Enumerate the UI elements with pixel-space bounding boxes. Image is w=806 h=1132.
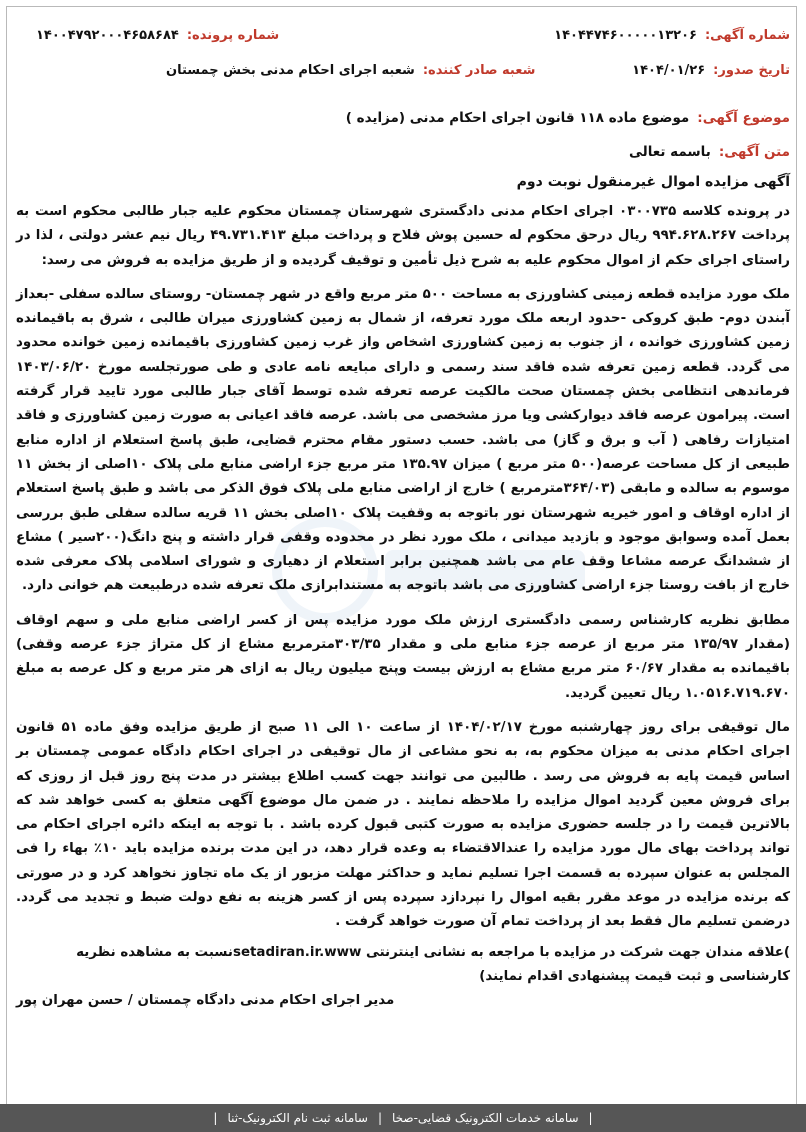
footer-bar: [0, 1104, 806, 1132]
meta-row-2: [16, 63, 790, 98]
closing-website-note: )علاقه مندان جهت شرکت در مزایده با مراجعه به نشانی اینترنتی setadiran.ir.wwwنسبت به مشاهده نظریه کارشناسی و ثبت قیمت پیشنهادی اقدام نمایند): [76, 944, 790, 984]
footer-separator: |: [213, 1111, 218, 1125]
paragraph-property: ملک مورد مزایده قطعه زمینی کشاورزی به مساحت ۵۰۰ متر مربع واقع در شهر چمستان- روستای سالده سفلی -بعداز آبندن دوم- طبق کروکی -حدود اربعه ملک مورد تعرفه، از شمال به زمین کشاورزی میران طالبی ، شرق به باقیمانده زمین کشاورزی خوانده ، از جنوب به زمین کشاورزی اشخاص واز غرب زمین کشاورزی باقیمانده زمین خوانده محدود می گردد. قطعه زمین تعرفه شده فاقد سند رسمی و دارای مبایعه نامه عادی و طی صورتجلسه مورخ ۱۴۰۳/۰۶/۲۰ فرماندهی انتظامی بخش چمستان صحت مالکیت عرصه تعرفه شده توسط آقای جبار طالبی مورد تایید قرار گرفته است. پیرامون عرصه فاقد دیوارکشی ویا مرز مشخصی می باشد. عرصه فاقد اعیانی به صورت زمین کشاورزی و فاقد امتیازات رفاهی ( آب و برق و گاز) می باشد. حسب دستور مقام محترم قضایی، طبق پاسخ استعلام از اداره منابع طبیعی از کل مساحت عرصه(۵۰۰ متر مربع ) میزان ۱۳۵.۹۷ متر مربع جزء اراضی منابع ملی پلاک ۱۰اصلی از بخش ۱۱ موسوم به سالده و مابقی (۳۶۴/۰۳مترمربع ) خارج از اراضی منابع ملی پلاک فوق الذکر می باشد و طبق پاسخ استعلام از اداره اوقاف و امور خیریه شهرستان نور باتوجه به وقفیت پلاک ۱۰اصلی بخش ۱۱ قریه سالده سفلی طبق بررسی بعمل آمده وسوابق موجود و بازدید میدانی ، ملک مورد نظر در محدوده وقفی قرار داشته و پنج دانگ(۲۰۰سیر ) مشاع از ششدانگ عرصه مشاعا وقف عام می باشد همچنین برابر استعلام از دهیاری و شورای اسلامی پلاک معرفی شده خارج از بافت روستا جزء اراضی کشاورزی می باشد باتوجه به مستندابرازی ملک تعرفه شده درطبیعت هم خوانی دارد.: [16, 286, 790, 594]
closing: [16, 941, 790, 1013]
notice-headline: آگهی مزایده اموال غیرمنقول نوبت دوم: [516, 174, 790, 190]
notice-text-value: باسمه تعالی: [628, 144, 711, 160]
subject-value: موضوع ماده ۱۱۸ قانون اجرای احکام مدنی (مزایده ): [345, 110, 690, 126]
case-number-value: ۱۴۰۰۴۷۹۲۰۰۰۴۶۵۸۶۸۴: [36, 28, 179, 43]
case-number: [36, 28, 279, 43]
footer-separator: |: [588, 1111, 593, 1125]
footer-link-sana[interactable]: سامانه ثبت نام الکترونیک-ثنا: [227, 1111, 368, 1125]
paragraph-case: در پرونده کلاسه ۰۳۰۰۷۳۵ اجرای احکام مدنی دادگستری شهرستان چمستان محکوم علیه جبار طالبی محکوم است به پرداخت ۹۹۴.۶۲۸.۲۶۷ ریال درحق محکوم له حسین پوش فلاح و پرداخت مبلغ ۴۹.۷۳۱.۴۱۳ ریال نیم عشر دولتی ، لذا در راستای اجرای حکم از اموال محکوم علیه به شرح ذیل تأمین و توقیف گردیده و از طریق مزایده به فروش می رسد:: [16, 204, 791, 268]
ad-number-label: شماره آگهی:: [704, 28, 790, 43]
issue-date: [632, 63, 790, 78]
paragraph-auction-terms: مال توقیفی برای روز چهارشنبه مورخ ۱۴۰۴/۰۲/۱۷ از ساعت ۱۰ الی ۱۱ صبح از طریق مزایده وفق ماده ۵۱ قانون اجرای احکام مدنی به میزان محکوم به، به نحو مشاعی از مال توقیفی در اجرای احکام دادگاه عمومی چمستان بر اساس قیمت پایه به فروش می رسد . طالبین می توانند جهت کسب اطلاع بیشتر در مدت پنج روز قبل از روزی که برای فروش معین گردید اموال مزایده را ملاحظه نمایند . در ضمن مال موضوع آگهی متعلق به کسی خواهد شد که بالاترین قیمت را در جلسه حضوری مزایده به صورت کتبی قبول کرده باشد . با توجه به اینکه دائره اجرای احکام می تواند پرداخت بهای مال مورد مزایده را عندالاقتضاء به وعده قرار دهد، در این مدت برنده مزایده باید ۱۰٪ بهاء را فی المجلس به عنوان سپرده به قسمت اجرا تسلیم نماید و حداکثر مهلت مزبور از یک ماه تجاوز نخواهد کرد و در صورتی که برنده مزایده در موعد مقرر بقیه اموال را نپردازد سپرده پس از کسر هزینه به نفع دولت ضبط و تجدید می گردد. درضمن تسلیم مال فقط بعد از پرداخت تمام آن صورت خواهد گرفت .: [16, 719, 790, 930]
issuer-label: شعبه صادر کننده:: [422, 63, 536, 78]
ad-number: [554, 28, 790, 43]
issuer-value: شعبه اجرای احکام مدنی بخش چمستان: [166, 63, 415, 78]
subject: [16, 110, 790, 126]
footer-separator: |: [377, 1111, 382, 1125]
case-number-label: شماره پرونده:: [186, 28, 280, 43]
notice-text-intro: [16, 144, 790, 160]
paragraph-valuation: مطابق نظریه کارشناس رسمی دادگستری ارزش ملک مورد مزایده پس از کسر اراضی منابع ملی و سهم اوقاف (مقدار ۱۳۵/۹۷ متر مربع از عرصه جزء منابع ملی و مقدار ۳۰۳/۳۵مترمربع مشاع از کل متراژ جزء عرصه وقفی) باقیمانده به مقدار ۶۰/۶۷ متر مربع مشاع به ارزش بیست وپنج میلیون ریال به ازای هر متر مربع و کل عرصه به مبلغ ۱.۰۵۱۶.۷۱۹.۶۷۰ ریال تعیین گردید.: [16, 612, 790, 701]
subject-label: موضوع آگهی:: [697, 110, 790, 126]
notice-text-label: متن آگهی:: [718, 144, 790, 160]
signature: مدیر اجرای احکام مدنی دادگاه چمستان / حسن مهران پور: [16, 992, 395, 1008]
issue-date-value: ۱۴۰۴/۰۱/۲۶: [632, 63, 706, 78]
footer-link-sakha[interactable]: سامانه خدمات الکترونیک قضایی-صخا: [392, 1111, 579, 1125]
issuer: [166, 63, 535, 78]
notice-document: [16, 28, 790, 1013]
issue-date-label: تاریخ صدور:: [713, 63, 790, 78]
ad-number-value: ۱۴۰۴۴۷۴۶۰۰۰۰۰۱۳۲۰۶: [554, 28, 697, 43]
meta-row-1: [16, 28, 790, 63]
